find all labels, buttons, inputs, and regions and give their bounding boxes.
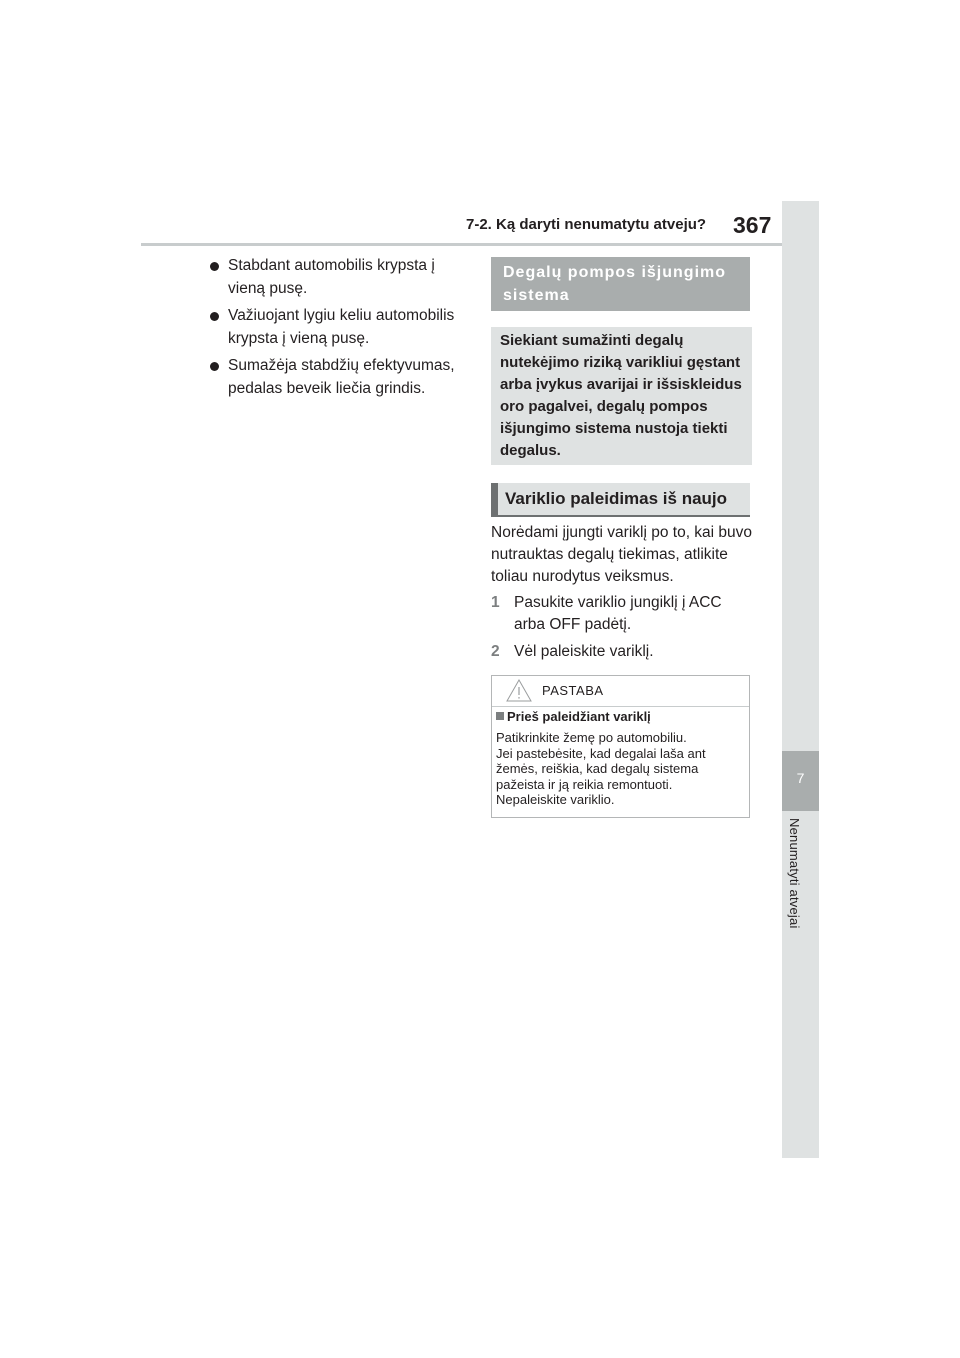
caution-line: Nepaleiskite variklio.	[496, 792, 615, 807]
list-item	[210, 304, 472, 350]
fuel-pump-info-box: Siekiant sumažinti degalų nutekėjimo riziką varikliui gęstant arba įvykus avarijai ir išsiskleidus oro pagalvei, degalų pompos išjungimo sistema nustoja tiekti degalus.	[491, 327, 752, 465]
bullet-icon	[210, 312, 219, 321]
step-text: Pasukite variklio jungiklį į ACC arba OFF padėtį.	[514, 594, 722, 633]
warning-triangle-icon	[506, 679, 532, 707]
step-item	[491, 641, 753, 663]
step-item	[491, 592, 753, 636]
list-item	[210, 354, 472, 400]
caution-subtitle-text: Prieš paleidžiant variklį	[507, 709, 651, 724]
step-number: 1	[491, 594, 500, 611]
caution-line: pažeista ir ją reikia remontuoti.	[496, 776, 673, 792]
caution-box	[491, 675, 750, 818]
step-text: Vėl paleiskite variklį.	[514, 643, 654, 660]
caution-line: Patikrinkite žemę po automobiliu.	[496, 730, 687, 745]
caution-subtitle	[496, 709, 651, 724]
restart-section-title: Variklio paleidimas iš naujo	[491, 483, 750, 517]
list-item-text: Stabdant automobilis krypsta į vieną pusę.	[228, 257, 435, 297]
caution-body	[496, 730, 744, 808]
restart-intro: Norėdami įjungti variklį po to, kai buvo nutrauktas degalų tiekimas, atlikite toliau nurodytus veiksmus.	[491, 524, 753, 585]
chapter-number: 7	[796, 770, 805, 786]
list-item-text: Sumažėja stabdžių efektyvumas, pedalas beveik liečia grindis.	[228, 357, 455, 397]
caution-line: Jei pastebėsite, kad degalai laša ant	[496, 745, 706, 761]
symptom-list	[210, 254, 472, 404]
header-divider	[141, 243, 782, 246]
chapter-label: Nenumatyti atvejai	[787, 818, 802, 929]
square-bullet-icon	[496, 712, 504, 720]
list-item-text: Važiuojant lygiu keliu automobilis krypsta į vieną pusę.	[228, 307, 455, 347]
caution-label: PASTABA	[542, 683, 604, 698]
caution-header	[492, 676, 749, 707]
list-item	[210, 254, 472, 300]
bullet-icon	[210, 262, 219, 271]
bullet-icon	[210, 362, 219, 371]
chapter-side-strip	[782, 201, 819, 1158]
caution-line: žemės, reiškia, kad degalų sistema	[496, 761, 699, 776]
section-title: 7-2. Ką daryti nenumatytu atveju?	[466, 216, 707, 233]
fuel-pump-section-title: Degalų pompos išjungimo sistema	[491, 257, 750, 311]
step-number: 2	[491, 643, 500, 660]
page-number: 367	[733, 212, 772, 238]
